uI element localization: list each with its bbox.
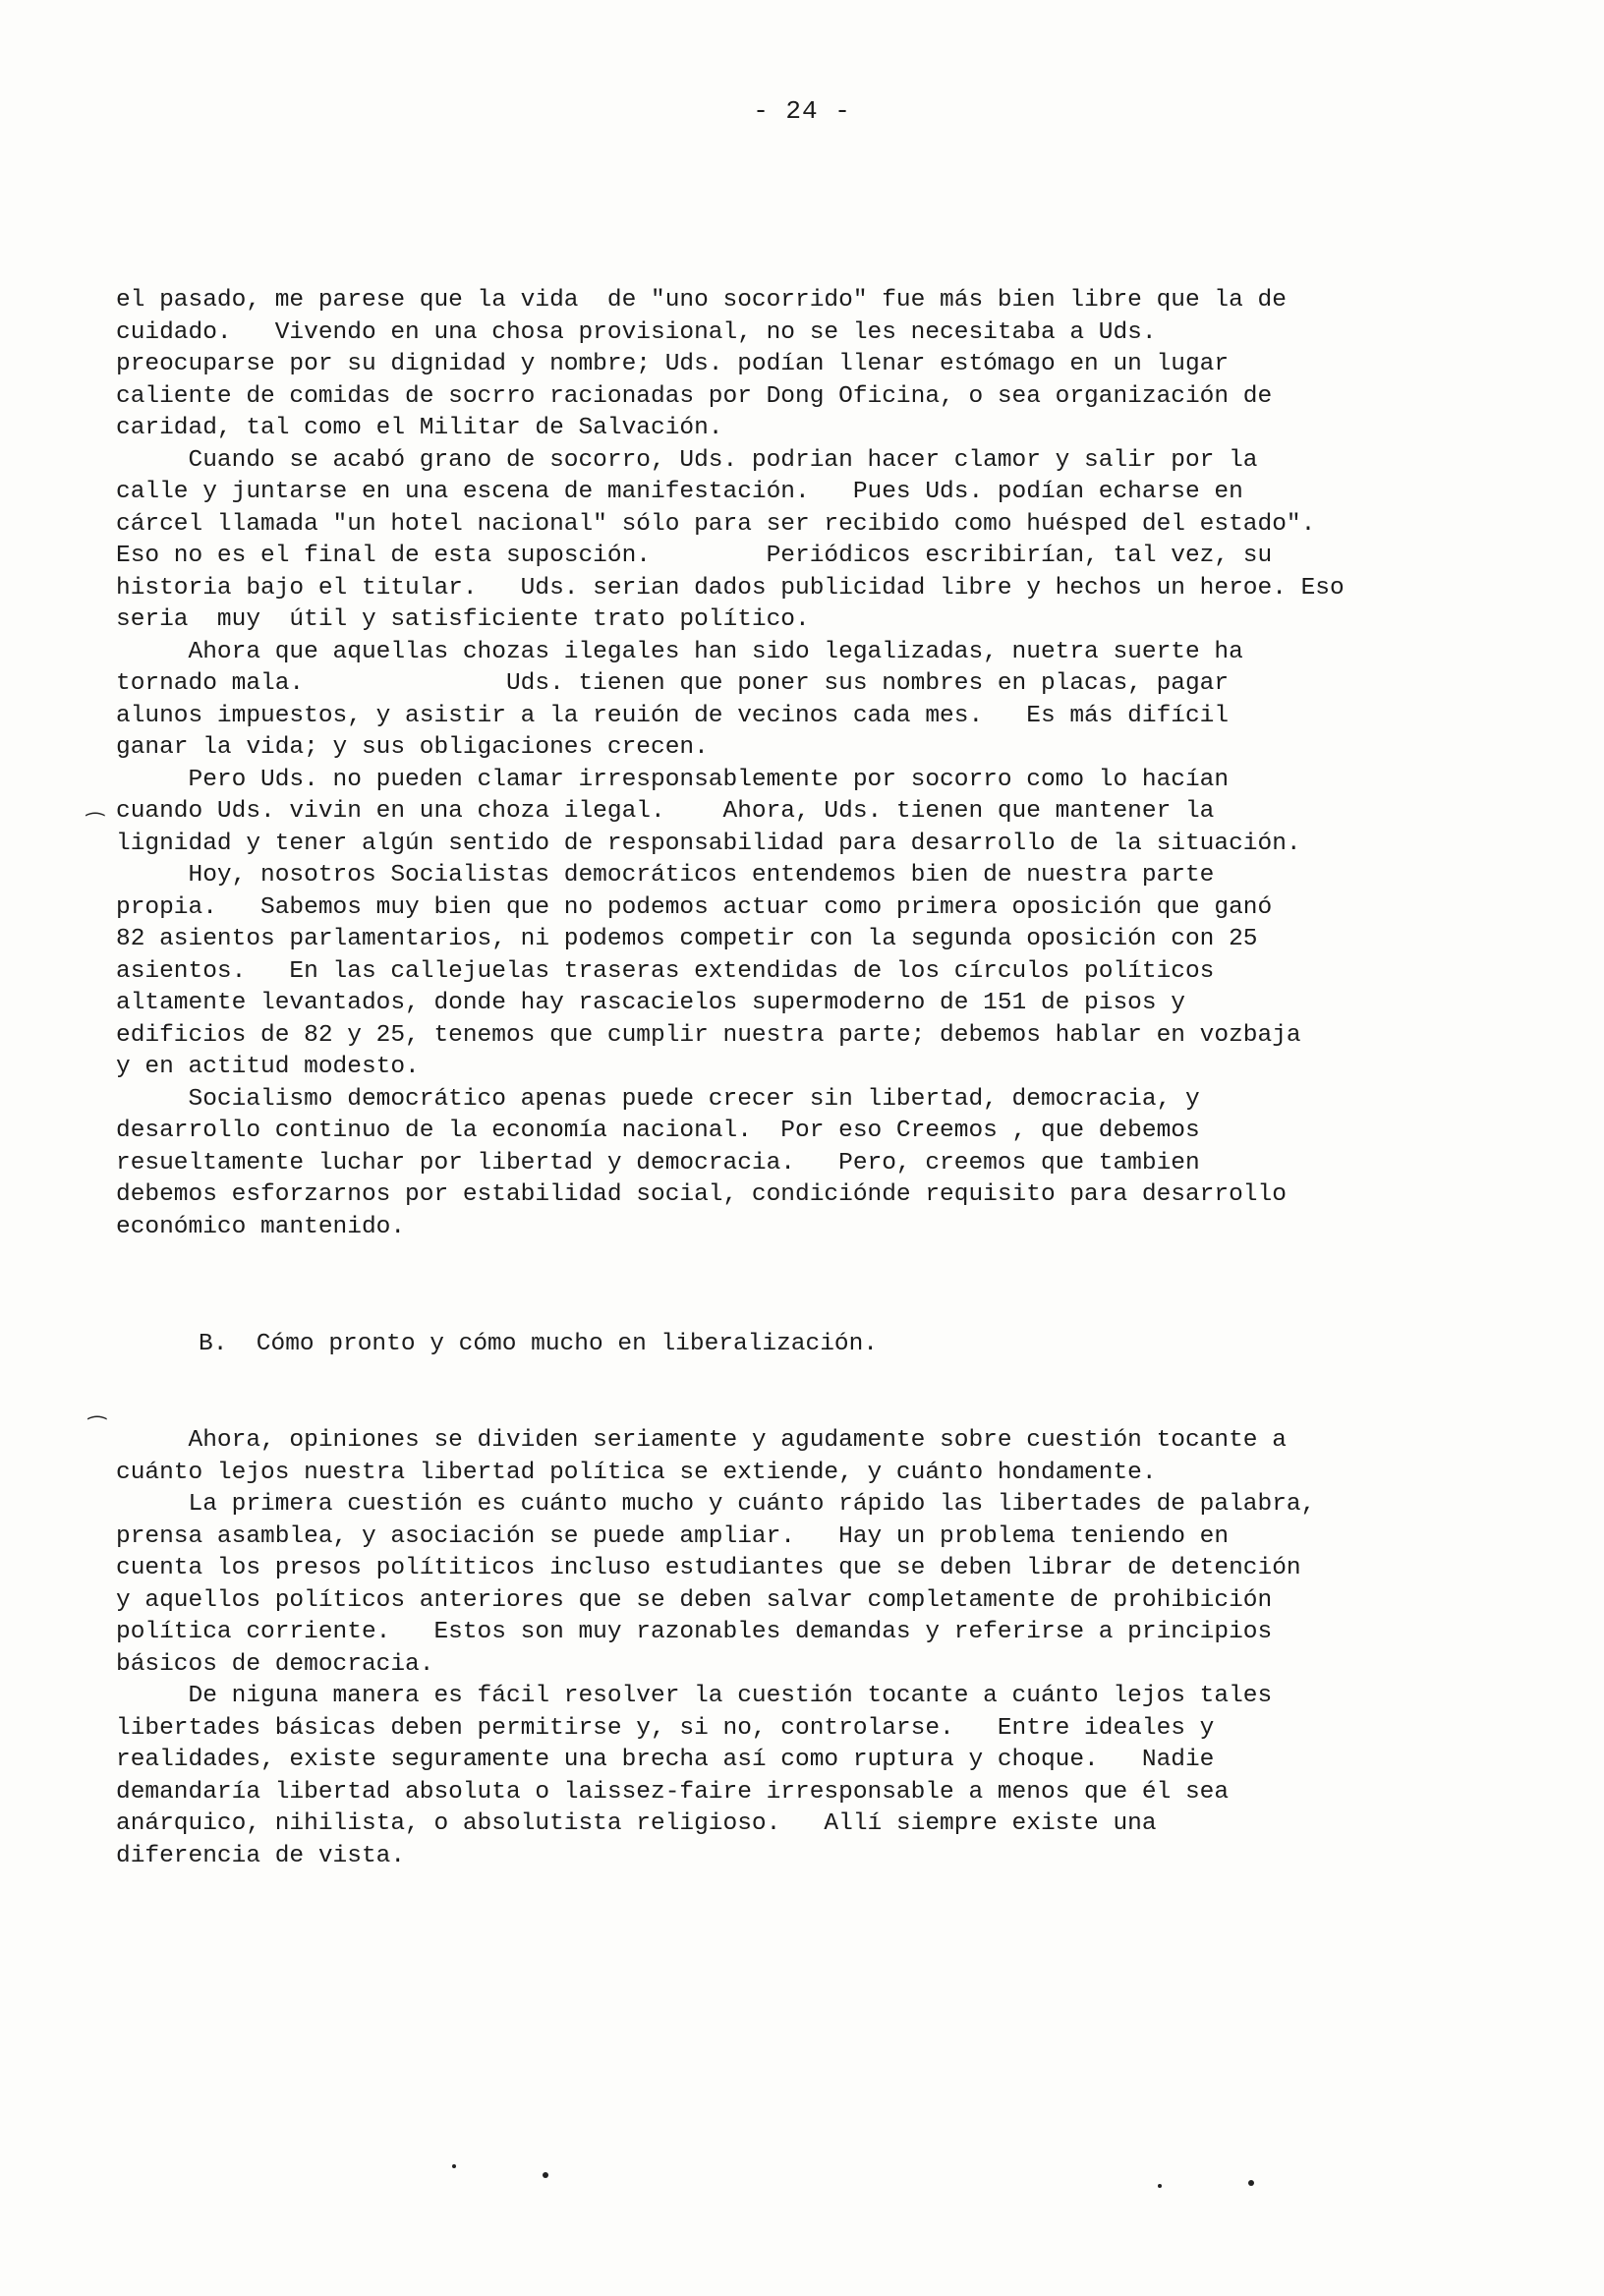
paragraph [116,637,1531,765]
scan-speck [1158,2184,1162,2188]
margin-mark: ⁀ [88,1418,106,1443]
page-number: - 24 - [753,96,851,126]
text-line: Ahora que aquellas chozas ilegales han sido legalizadas, nuetra suerte ha [116,638,1243,665]
text-line: cuando Uds. vivin en una choza ilegal. Ahora, Uds. tienen que mantener la [116,798,1215,825]
text-line: básicos de democracia. [116,1650,434,1678]
text-line: asientos. En las callejuelas traseras extendidas de los círculos políticos [116,957,1215,985]
text-line: desarrollo continuo de la economía nacional. Por eso Creemos , que debemos [116,1118,1200,1144]
section-body-text [116,1425,1531,1872]
text-line: libertades básicas deben permitirse y, si no, controlarse. Entre ideales y [116,1714,1215,1742]
paragraph [116,1681,1531,1872]
paragraph [116,1489,1531,1681]
text-line: 82 asientos parlamentarios, ni podemos competir con la segunda oposición con 25 [116,926,1258,952]
text-line: lignidad y tener algún sentido de responsabilidad para desarrollo de la situación. [116,830,1301,857]
text-line: De niguna manera es fácil resolver la cuestión tocante a cuánto lejos tales [116,1683,1273,1709]
scan-speck [543,2172,548,2178]
paragraph [116,860,1531,1084]
text-line: historia bajo el titular. Uds. serian dados publicidad libre y hechos un heroe. Eso [116,574,1345,602]
text-line: seria muy útil y satisficiente trato político. [116,606,810,633]
text-line: Hoy, nosotros Socialistas democráticos entendemos bien de nuestra parte [116,862,1215,889]
text-line: tornado mala. Uds. tienen que poner sus nombres en placas, pagar [116,670,1230,697]
paragraph [116,1425,1531,1489]
text-line: prensa asamblea, y asociación se puede ampliar. Hay un problema teniendo en [116,1522,1230,1550]
text-line: Eso no es el final de esta suposción. Periódicos escribirían, tal vez, su [116,543,1273,569]
paragraph [116,445,1531,637]
text-line: y en actitud modesto. [116,1054,420,1080]
scan-speck [1248,2180,1254,2186]
text-line: caliente de comidas de socrro racionadas por Dong Oficina, o sea organización de [116,382,1273,410]
text-line: ganar la vida; y sus obligaciones crecen. [116,734,709,761]
text-line: alunos impuestos, y asistir a la reuión de vecinos cada mes. Es más difícil [116,702,1230,729]
text-line: cuidado. Vivendo en una chosa provisional, no se les necesitaba a Uds. [116,318,1157,346]
paragraph [116,285,1531,445]
section-heading: B. Cómo pronto y cómo mucho en liberalización. [199,1331,879,1357]
text-line: propia. Sabemos muy bien que no podemos actuar como primera oposición que ganó [116,893,1273,921]
text-line: altamente levantados, donde hay rascacielos supermoderno de 151 de pisos y [116,990,1185,1016]
text-line: debemos esforzarnos por estabilidad social, condiciónde requisito para desarrollo [116,1181,1287,1208]
text-line: Pero Uds. no pueden clamar irresponsablemente por socorro como lo hacían [116,766,1230,793]
text-line: demandaría libertad absoluta o laissez-faire irresponsable a menos que él sea [116,1778,1230,1806]
text-line: cárcel llamada "un hotel nacional" sólo para ser recibido como huésped del estado". [116,510,1316,538]
text-line: cuenta los presos polítiticos incluso estudiantes que se deben librar de detención [116,1555,1301,1581]
text-line: anárquico, nihilista, o absolutista religioso. Allí siempre existe una [116,1810,1157,1837]
text-line: La primera cuestión es cuánto mucho y cuánto rápido las libertades de palabra, [116,1491,1316,1518]
text-line: y aquellos políticos anteriores que se deben salvar completamente de prohibición [116,1586,1273,1614]
scan-speck [452,2164,456,2168]
text-line: Socialismo democrático apenas puede crecer sin libertad, democracia, y [116,1085,1200,1113]
text-line: edificios de 82 y 25, tenemos que cumplir nuestra parte; debemos hablar en vozbaja [116,1021,1301,1049]
margin-mark: ⁀ [86,815,104,839]
text-line: cuánto lejos nuestra libertad política se extiende, y cuánto hondamente. [116,1459,1157,1486]
text-line: caridad, tal como el Militar de Salvación. [116,415,723,441]
text-line: calle y juntarse en una escena de manifestación. Pues Uds. podían echarse en [116,479,1243,505]
text-line: política corriente. Estos son muy razonables demandas y referirse a principios [116,1619,1273,1645]
text-line: el pasado, me parese que la vida de "uno socorrido" fue más bien libre que la de [116,287,1287,314]
text-line: diferencia de vista. [116,1842,406,1869]
paragraph [116,1084,1531,1244]
text-line: resueltamente luchar por libertad y democracia. Pero, creemos que tambien [116,1149,1200,1177]
body-text [116,285,1531,1243]
text-line: Cuando se acabó grano de socorro, Uds. podrian hacer clamor y salir por la [116,446,1258,474]
paragraph [116,765,1531,861]
text-line: realidades, existe seguramente una brecha así como ruptura y choque. Nadie [116,1747,1215,1773]
text-line: económico mantenido. [116,1213,406,1240]
text-line: preocuparse por su dignidad y nombre; Uds. podían llenar estómago en un lugar [116,351,1230,377]
text-line: Ahora, opiniones se dividen seriamente y agudamente sobre cuestión tocante a [116,1427,1287,1454]
